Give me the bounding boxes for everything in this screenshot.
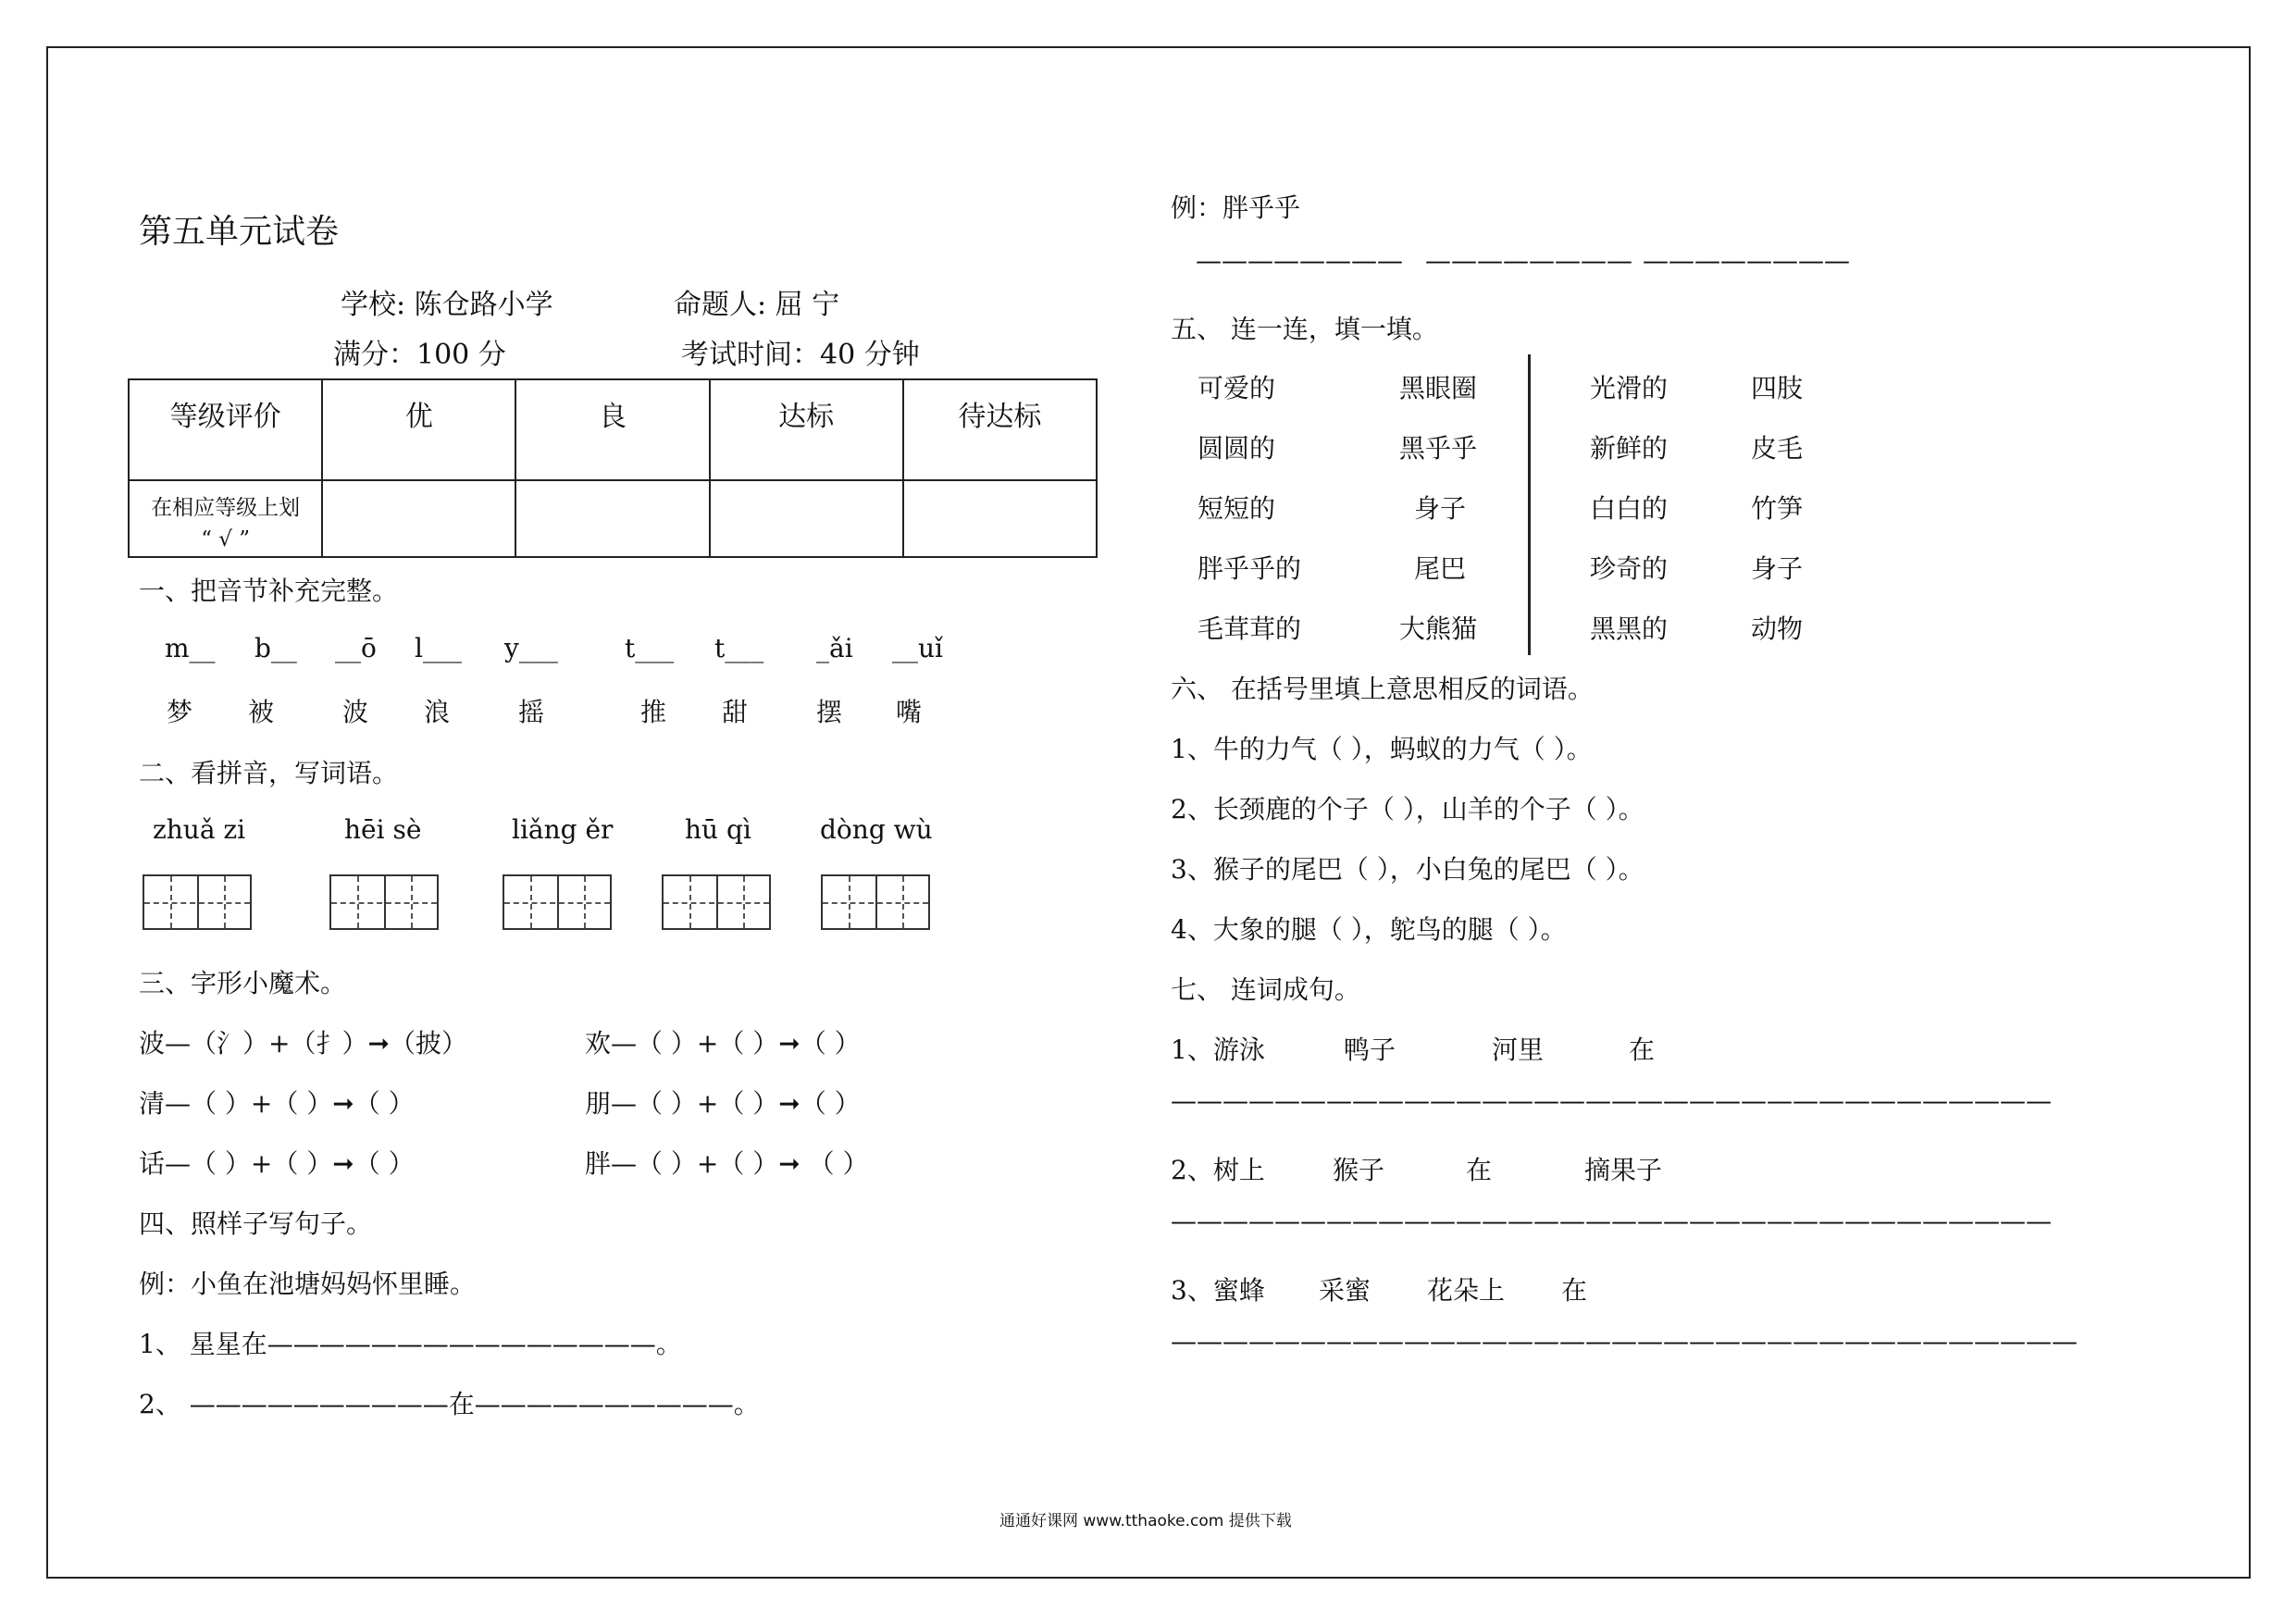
syllable-char: 嘴 — [896, 697, 923, 727]
syllable-blank[interactable]: m__ — [165, 633, 216, 663]
antonym-question[interactable]: 1、牛的力气（ ），蚂蚁的力气（ ）。 — [1171, 734, 1593, 764]
pinyin-label: zhuǎ zi — [153, 814, 246, 845]
char-magic-expr[interactable]: 话—（ ）+（ ） — [139, 1148, 333, 1179]
grade-header-cell: 优 — [322, 379, 515, 480]
syllable-blank[interactable]: __uǐ — [892, 633, 943, 663]
syllable-blank[interactable]: t___ — [714, 633, 764, 663]
match-word[interactable]: 身子 — [1414, 493, 1467, 524]
word-item: 采蜜 — [1319, 1275, 1371, 1306]
match-word[interactable]: 珍奇的 — [1590, 553, 1669, 584]
section4-question-1[interactable]: 1、 星星在———————————————。 — [139, 1329, 682, 1359]
word-item: 在 — [1561, 1275, 1588, 1306]
syllable-char: 推 — [640, 697, 667, 727]
match-word[interactable]: 短短的 — [1198, 493, 1276, 524]
grade-row-label — [129, 480, 322, 557]
char-magic-result[interactable]: （ ） — [354, 1088, 415, 1119]
syllable-blank[interactable]: l___ — [415, 633, 462, 663]
antonym-question[interactable]: 3、猴子的尾巴（ ），小白兔的尾巴（ ）。 — [1171, 854, 1644, 885]
word-item: 在 — [1466, 1155, 1493, 1185]
match-word[interactable]: 圆圆的 — [1198, 433, 1276, 464]
word-item: 3、蜜蜂 — [1171, 1275, 1265, 1306]
match-word[interactable]: 毛茸茸的 — [1198, 613, 1302, 644]
match-word[interactable]: 身子 — [1751, 553, 1804, 584]
match-word[interactable]: 可爱的 — [1198, 373, 1276, 403]
char-magic-expr[interactable]: 清—（ ）+（ ） — [139, 1088, 333, 1119]
section4-title: 四、照样子写句子。 — [139, 1208, 373, 1239]
syllable-char: 摇 — [518, 697, 545, 727]
grade-header-cell: 良 — [515, 379, 709, 480]
answer-blank[interactable]: ———————— — [1196, 245, 1403, 276]
section4-example-2: 例：胖乎乎 — [1171, 192, 1301, 223]
match-word[interactable]: 新鲜的 — [1590, 433, 1669, 464]
grade-header-cell: 待达标 — [903, 379, 1097, 480]
syllable-blank[interactable]: b__ — [254, 633, 297, 663]
grade-mark-cell[interactable] — [515, 480, 709, 557]
char-magic-result[interactable]: （披） — [389, 1028, 467, 1059]
section4-question-2[interactable]: 2、 ——————————在——————————。 — [139, 1389, 760, 1419]
arrow-icon: ➞ — [778, 1088, 800, 1119]
section3-title: 三、字形小魔术。 — [139, 968, 347, 998]
antonym-question[interactable]: 4、大象的腿（ ），鸵鸟的腿（ ）。 — [1171, 914, 1567, 945]
grade-mark-row — [129, 480, 1097, 557]
full-score: 满分：100 分 — [333, 339, 506, 371]
word-item: 1、游泳 — [1171, 1035, 1265, 1065]
writing-grid[interactable] — [143, 874, 252, 930]
char-magic-expr[interactable]: 欢—（ ）+（ ） — [585, 1028, 779, 1059]
arrow-icon: ➞ — [778, 1148, 800, 1179]
syllable-char: 梦 — [167, 697, 193, 727]
arrow-icon: ➞ — [367, 1028, 390, 1059]
school-info: 学校: 陈仓路小学 — [341, 289, 553, 321]
section1-title: 一、把音节补充完整。 — [139, 576, 399, 606]
syllable-char: 浪 — [424, 697, 451, 727]
char-magic-expr[interactable]: 胖—（ ）+（ ） — [585, 1148, 779, 1179]
char-magic-result[interactable]: （ ） — [800, 1148, 869, 1179]
grade-mark-cell[interactable] — [903, 480, 1097, 557]
syllable-char: 甜 — [722, 697, 749, 727]
section6-title: 六、 在括号里填上意思相反的词语。 — [1171, 674, 1594, 704]
word-item: 花朵上 — [1427, 1275, 1506, 1306]
grade-header-cell: 达标 — [710, 379, 903, 480]
word-item: 河里 — [1492, 1035, 1545, 1065]
match-word[interactable]: 白白的 — [1590, 493, 1669, 524]
match-word[interactable]: 光滑的 — [1590, 373, 1669, 403]
grade-table — [128, 378, 1098, 558]
grade-row-label-line2: “ √ ” — [201, 527, 250, 551]
char-magic-result[interactable]: （ ） — [354, 1148, 415, 1179]
match-word[interactable]: 黑眼圈 — [1399, 373, 1478, 403]
syllable-char: 被 — [248, 697, 275, 727]
grade-mark-cell[interactable] — [710, 480, 903, 557]
word-item: 2、树上 — [1171, 1155, 1265, 1185]
syllable-blank[interactable]: y___ — [504, 633, 558, 663]
section2-title: 二、看拼音，写词语。 — [139, 758, 399, 788]
pinyin-label: hū qì — [685, 814, 751, 845]
pinyin-label: liǎng ěr — [512, 814, 614, 845]
sentence-answer-line[interactable]: ——————————————————————————————————— — [1171, 1326, 2078, 1357]
match-word[interactable]: 竹笋 — [1751, 493, 1804, 524]
writing-grid[interactable] — [821, 874, 930, 930]
section4-example: 例：小鱼在池塘妈妈怀里睡。 — [139, 1269, 477, 1299]
arrow-icon: ➞ — [332, 1088, 354, 1119]
pinyin-label: hēi sè — [344, 814, 422, 845]
footer-credit: 通通好课网 www.tthaoke.com 提供下载 — [999, 1512, 1292, 1530]
grade-header-cell: 等级评价 — [129, 379, 322, 480]
match-word[interactable]: 胖乎乎的 — [1198, 553, 1302, 584]
word-item: 在 — [1629, 1035, 1656, 1065]
answer-blank[interactable]: ———————— — [1425, 245, 1632, 276]
char-magic-result[interactable]: （ ） — [800, 1088, 861, 1119]
arrow-icon: ➞ — [332, 1148, 354, 1179]
char-magic-row — [585, 1144, 869, 1181]
char-magic-expr: 波—（氵）+（扌） — [139, 1028, 368, 1059]
char-magic-row — [139, 1084, 415, 1121]
arrow-icon: ➞ — [778, 1028, 800, 1059]
author-info: 命题人: 屈 宁 — [674, 289, 840, 321]
syllable-char: 摆 — [816, 697, 843, 727]
section7-title: 七、 连词成句。 — [1171, 974, 1360, 1005]
char-magic-expr[interactable]: 朋—（ ）+（ ） — [585, 1088, 779, 1119]
char-magic-row — [139, 1144, 415, 1181]
page-title: 第五单元试卷 — [139, 213, 340, 251]
match-word[interactable]: 动物 — [1751, 613, 1804, 644]
char-magic-row — [585, 1084, 861, 1121]
sentence-answer-line[interactable]: —————————————————————————————————— — [1171, 1206, 2052, 1236]
writing-grid[interactable] — [329, 874, 439, 930]
match-word[interactable]: 黑黑的 — [1590, 613, 1669, 644]
divider-line — [1528, 354, 1531, 655]
match-word[interactable]: 皮毛 — [1751, 433, 1804, 464]
match-word[interactable]: 大熊猫 — [1399, 613, 1478, 644]
match-word[interactable]: 黑乎乎 — [1399, 433, 1478, 464]
char-magic-row — [139, 1023, 467, 1060]
writing-grid[interactable] — [662, 874, 771, 930]
answer-blank[interactable]: ———————— — [1643, 245, 1850, 276]
word-item: 猴子 — [1333, 1155, 1385, 1185]
antonym-question[interactable]: 2、长颈鹿的个子（ ），山羊的个子（ ）。 — [1171, 794, 1644, 824]
exam-time: 考试时间：40 分钟 — [681, 339, 920, 371]
syllable-blank[interactable]: __ō — [335, 633, 377, 663]
match-word[interactable]: 四肢 — [1751, 373, 1804, 403]
syllable-char: 波 — [342, 697, 369, 727]
match-word[interactable]: 尾巴 — [1414, 553, 1467, 584]
word-item: 摘果子 — [1584, 1155, 1663, 1185]
word-item: 鸭子 — [1344, 1035, 1396, 1065]
writing-grid[interactable] — [503, 874, 612, 930]
sentence-answer-line[interactable]: —————————————————————————————————— — [1171, 1085, 2052, 1116]
grade-row-label-line1: 在相应等级上划 — [151, 496, 301, 520]
syllable-blank[interactable]: t___ — [625, 633, 675, 663]
syllable-blank[interactable]: _ǎi — [816, 633, 853, 663]
char-magic-row — [585, 1023, 861, 1060]
grade-header-row — [129, 379, 1097, 480]
pinyin-label: dòng wù — [820, 814, 933, 845]
char-magic-result[interactable]: （ ） — [800, 1028, 861, 1059]
section5-title: 五、 连一连，填一填。 — [1171, 314, 1438, 344]
grade-mark-cell[interactable] — [322, 480, 515, 557]
